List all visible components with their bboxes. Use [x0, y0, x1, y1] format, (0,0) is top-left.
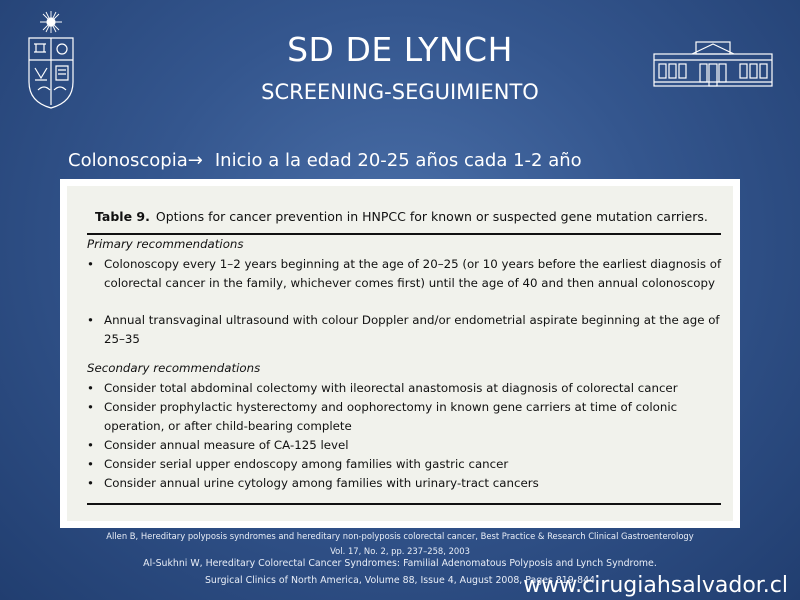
table-top-rule — [87, 233, 721, 235]
table-figure — [60, 179, 740, 528]
list-item-text: Consider prophylactic hysterectomy and oophorectomy in known gene carriers at time of colonic operation, or after child-bearing complete — [104, 400, 678, 433]
list-item-text: Annual transvaginal ultrasound with colour Doppler and/or endometrial aspirate beginning at the age of 25–35 — [104, 313, 720, 346]
list-item-text: Consider annual urine cytology among families with urinary-tract cancers — [104, 476, 539, 490]
slide-title: SD DE LYNCH — [287, 30, 513, 69]
arrow-right-icon: → — [187, 150, 203, 171]
primary-heading: Primary recommendations — [87, 237, 244, 251]
intro-lead: Colonoscopia — [68, 150, 188, 171]
table-title: Options for cancer prevention in HNPCC for known or suspected gene mutation carriers. — [155, 209, 708, 224]
citation-line-2: Vol. 17, No. 2, pp. 237–258, 2003 — [330, 546, 470, 556]
list-item-text: Consider annual measure of CA-125 level — [104, 438, 349, 452]
secondary-heading: Secondary recommendations — [87, 361, 261, 375]
citation-line-3: Al-Sukhni W, Hereditary Colorectal Cancer Syndromes: Familial Adenomatous Polyposis and Lynch Syndrome. — [143, 558, 657, 569]
list-item — [87, 255, 727, 292]
list-item — [87, 379, 727, 398]
list-item-text: Consider total abdominal colectomy with ileorectal anastomosis at diagnosis of colorectal cancer — [104, 381, 678, 395]
intro-line — [68, 150, 582, 171]
table-bottom-rule — [87, 503, 721, 505]
table-caption — [95, 209, 708, 224]
list-item — [87, 436, 727, 455]
table-panel — [67, 186, 733, 521]
list-item-text: Colonoscopy every 1–2 years beginning at the age of 20–25 (or 10 years before the earliest diagnosis of colorectal cancer in the family, whichever comes first) until the age of 40 and then annual colonoscopy — [104, 257, 722, 290]
citation-line-4: Surgical Clinics of North America, Volume 88, Issue 4, August 2008, Pages 819-844 — [204, 575, 595, 586]
list-item — [87, 398, 727, 435]
slide-subtitle: SCREENING-SEGUIMIENTO — [261, 80, 539, 104]
list-item — [87, 474, 727, 493]
website-watermark: www.cirugiahsalvador.cl — [523, 573, 788, 598]
bullet-icon: • — [87, 400, 94, 414]
bullet-icon: • — [87, 313, 94, 327]
table-number: Table 9. — [95, 209, 150, 224]
list-item-text: Consider serial upper endoscopy among families with gastric cancer — [104, 457, 509, 471]
citation-line-1: Allen B, Hereditary polyposis syndromes and hereditary non-polyposis colorectal cancer, Best Practice & Research Clinical Gastroenterology — [106, 531, 694, 541]
bullet-icon: • — [87, 438, 94, 452]
bullet-icon: • — [87, 476, 94, 490]
bullet-icon: • — [87, 457, 94, 471]
intro-text: Inicio a la edad 20-25 años cada 1-2 año — [214, 150, 582, 171]
list-item — [87, 455, 727, 474]
bullet-icon: • — [87, 381, 94, 395]
list-item — [87, 311, 727, 348]
bullet-icon: • — [87, 257, 94, 271]
